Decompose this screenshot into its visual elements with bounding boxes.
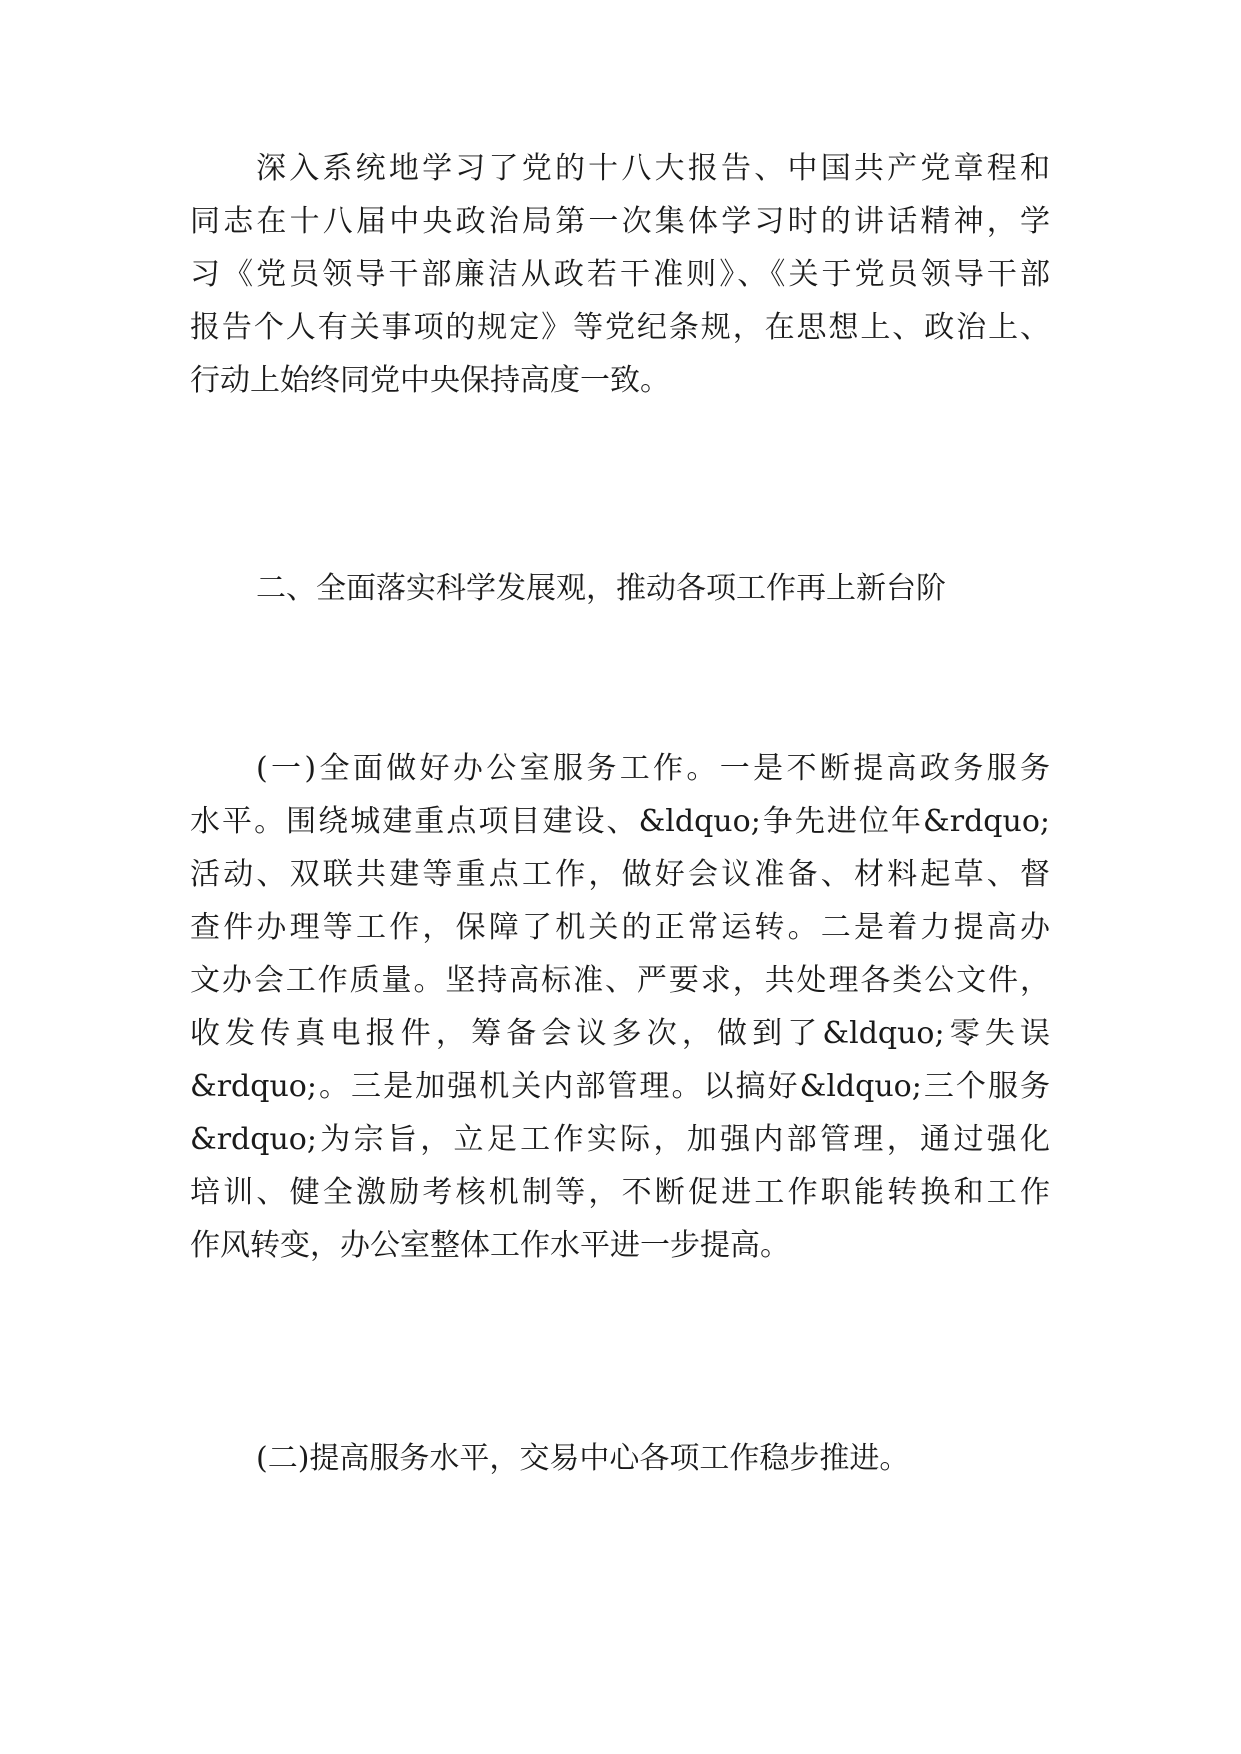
paragraph-line: &rdquo;。三是加强机关内部管理。以搞好&ldquo;三个服务 <box>190 1069 1050 1104</box>
paragraph-line: 收发传真电报件，筹备会议多次，做到了&ldquo;零失误 <box>190 1016 1050 1051</box>
paragraph-line: 活动、双联共建等重点工作，做好会议准备、材料起草、督 <box>190 857 1050 892</box>
paragraph-line: 培训、健全激励考核机制等，不断促进工作职能转换和工作 <box>190 1175 1050 1210</box>
paragraph-line: 深入系统地学习了党的十八大报告、中国共产党章程和 <box>256 151 1050 186</box>
paragraph-line: 作风转变，办公室整体工作水平进一步提高。 <box>190 1228 790 1263</box>
heading-line: 二、全面落实科学发展观，推动各项工作再上新台阶 <box>256 571 946 606</box>
paragraph-line: 报告个人有关事项的规定》等党纪条规，在思想上、政治上、 <box>190 310 1050 345</box>
paragraph-line: &rdquo;为宗旨，立足工作实际，加强内部管理，通过强化 <box>190 1122 1050 1157</box>
paragraph-line: 水平。围绕城建重点项目建设、&ldquo;争先进位年&rdquo; <box>190 804 1050 839</box>
paragraph-line: (一)全面做好办公室服务工作。一是不断提高政务服务 <box>256 751 1050 786</box>
paragraph-line: (二)提高服务水平，交易中心各项工作稳步推进。 <box>256 1441 910 1476</box>
paragraph-line: 习《党员领导干部廉洁从政若干准则》、《关于党员领导干部 <box>190 257 1050 292</box>
paragraph-line: 查件办理等工作，保障了机关的正常运转。二是着力提高办 <box>190 910 1050 945</box>
paragraph-line: 文办会工作质量。坚持高标准、严要求，共处理各类公文件， <box>190 963 1050 998</box>
paragraph-line: 行动上始终同党中央保持高度一致。 <box>190 363 670 398</box>
paragraph-line: 同志在十八届中央政治局第一次集体学习时的讲话精神，学 <box>190 204 1050 239</box>
